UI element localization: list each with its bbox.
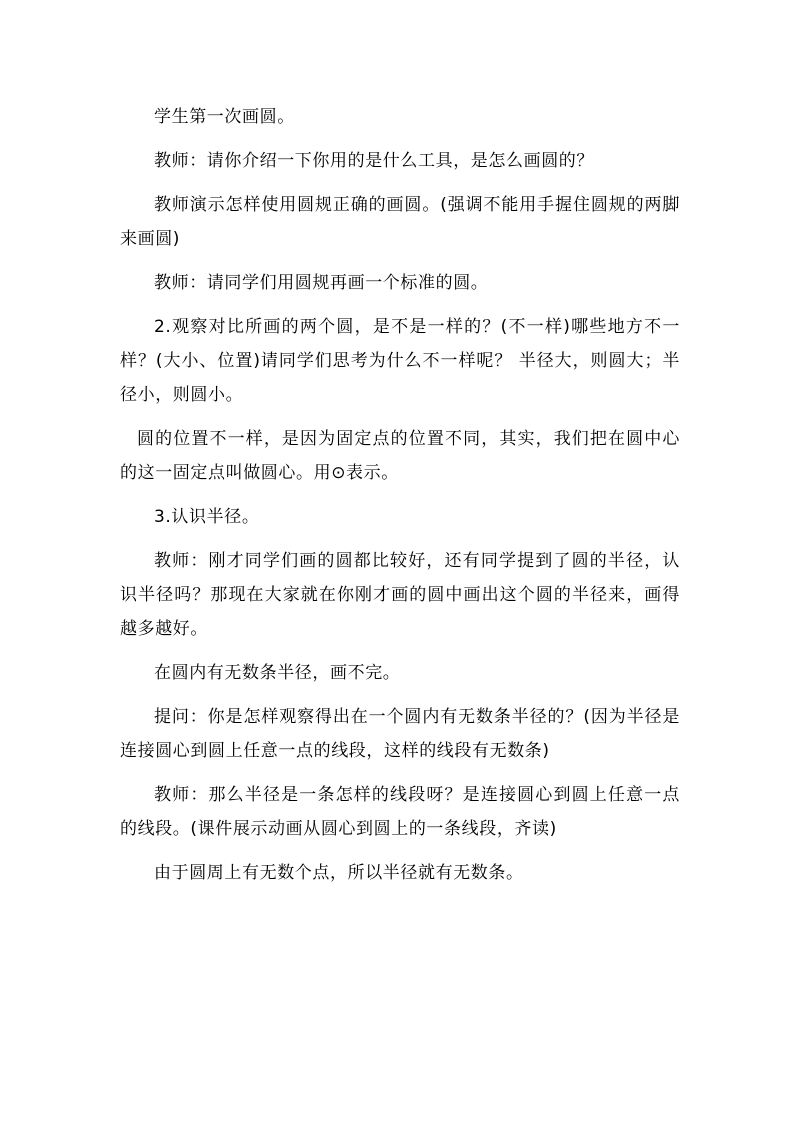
paragraph-8: 教师：刚才同学们画的圆都比较好，还有同学提到了圆的半径，认识半径吗？那现在大家就在你刚才画的圆中画出这个圆的半径来，画得越多越好。 xyxy=(120,551,680,639)
paragraph-2: 教师：请你介绍一下你用的是什么工具，是怎么画圆的？ xyxy=(154,151,594,171)
paragraph-gap xyxy=(120,490,680,500)
paragraph-gap xyxy=(120,300,680,310)
paragraph-5: 2.观察对比所画的两个圆，是不是一样的？(不一样)哪些地方不一样？(大小、位置)请同学们思考为什么不一样呢？ 半径大，则圆大；半径小，则圆小。 xyxy=(120,317,680,405)
paragraph-gap xyxy=(120,412,680,422)
paragraph-10: 提问：你是怎样观察得出在一个圆内有无数条半径的？(因为半径是连接圆心到圆上任意一点的线段，这样的线段有无数条) xyxy=(120,707,680,761)
paragraph-gap xyxy=(120,534,680,544)
paragraph-6: 圆的位置不一样，是因为固定点的位置不同，其实，我们把在圆中心的这一固定点叫做圆心。用⊙表示。 xyxy=(120,429,680,483)
paragraph-gap xyxy=(120,256,680,266)
paragraph-7: 3.认识半径。 xyxy=(154,507,260,527)
document-body xyxy=(120,100,680,890)
paragraph-gap xyxy=(120,646,680,656)
paragraph-9: 在圆内有无数条半径，画不完。 xyxy=(154,663,401,683)
paragraph-gap xyxy=(120,846,680,856)
paragraph-gap xyxy=(120,768,680,778)
paragraph-gap xyxy=(120,134,680,144)
paragraph-gap xyxy=(120,178,680,188)
paragraph-4: 教师：请同学们用圆规再画一个标准的圆。 xyxy=(154,273,489,293)
paragraph-11: 教师：那么半径是一条怎样的线段呀？是连接圆心到圆上任意一点的线段。(课件展示动画从圆心到圆上的一条线段，齐读) xyxy=(120,785,680,839)
paragraph-12: 由于圆周上有无数个点，所以半径就有无数条。 xyxy=(154,863,524,883)
paragraph-3: 教师演示怎样使用圆规正确的画圆。(强调不能用手握住圆规的两脚来画圆) xyxy=(120,195,680,249)
paragraph-1: 学生第一次画圆。 xyxy=(154,107,295,127)
paragraph-gap xyxy=(120,690,680,700)
